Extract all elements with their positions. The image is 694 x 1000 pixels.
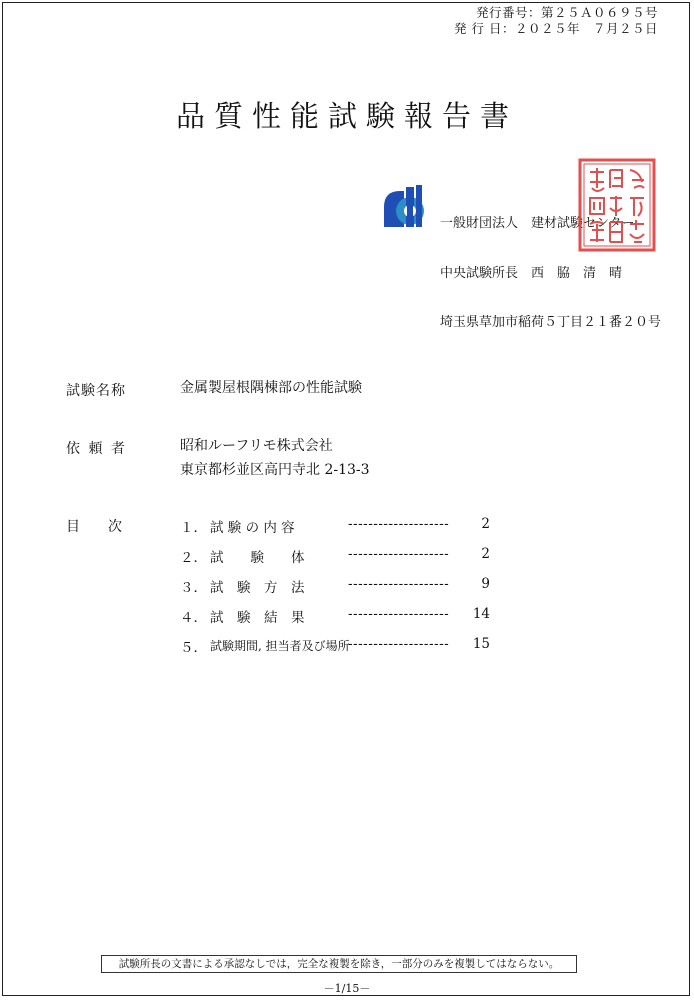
toc-item-page: 14 [472,606,490,622]
issue-info [454,5,658,37]
toc-item-leader: -------------------- [348,636,450,652]
issue-date: 発 行 日：２０２５年 ７月２５日 [454,21,658,36]
client-label: 依 頼 者 [66,441,127,457]
issuer-line-director: 中央試験所長 西 脇 清 晴 [440,265,623,281]
toc-item-number: ４． [180,610,207,626]
toc-item-number: ５． [180,640,207,656]
reproduction-notice: 試験所長の文書による承認なしでは，完全な複製を除き，一部分のみを複製してはならない。 [101,955,577,973]
client-block [180,434,370,482]
toc-item [180,516,500,538]
client-name: 昭和ルーフリモ株式会社 [180,438,333,454]
organization-logo-icon [380,181,432,233]
red-official-seal-icon [578,158,656,252]
toc-item-title: 試 験 の 内 容 [210,520,295,536]
page-number: －1/15－ [323,982,371,995]
toc-item-leader: -------------------- [348,576,450,592]
test-name-label: 試験名称 [66,383,126,399]
test-name-value: 金属製屋根隅棟部の性能試験 [180,380,362,396]
toc-label: 目 次 [66,519,122,535]
toc-item [180,546,500,568]
toc-item [180,606,500,628]
toc-item-page: 2 [481,516,490,532]
toc-item-leader: -------------------- [348,546,450,562]
toc-item-title: 試験期間, 担当者及び場所 [210,639,350,653]
toc-item-page: 9 [481,576,490,592]
report-title: 品質性能試験報告書 [175,99,518,133]
toc-item-title: 試 験 結 果 [210,610,305,626]
toc-item-number: １． [180,520,207,536]
toc-item [180,636,500,658]
issue-number: 発行番号：第２５Ａ０６９５号 [475,5,658,20]
toc-item-title: 試 験 方 法 [210,580,305,596]
issuer-line-address: 埼玉県草加市稲荷５丁目２１番２０号 [440,315,662,330]
page-border [2,2,690,996]
issuer-line-organization: 一般財団法人 建材試験センター [440,216,635,231]
client-address: 東京都杉並区高円寺北 2-13-3 [180,462,370,478]
toc-item-number: ２． [180,550,207,566]
toc-item-leader: -------------------- [348,516,450,532]
toc-item-page: 2 [481,546,490,562]
toc-item-page: 15 [472,636,490,652]
toc-item-number: ３． [180,580,207,596]
toc-item-title: 試 験 体 [210,550,305,566]
toc-item-leader: -------------------- [348,606,450,622]
toc-item [180,576,500,598]
